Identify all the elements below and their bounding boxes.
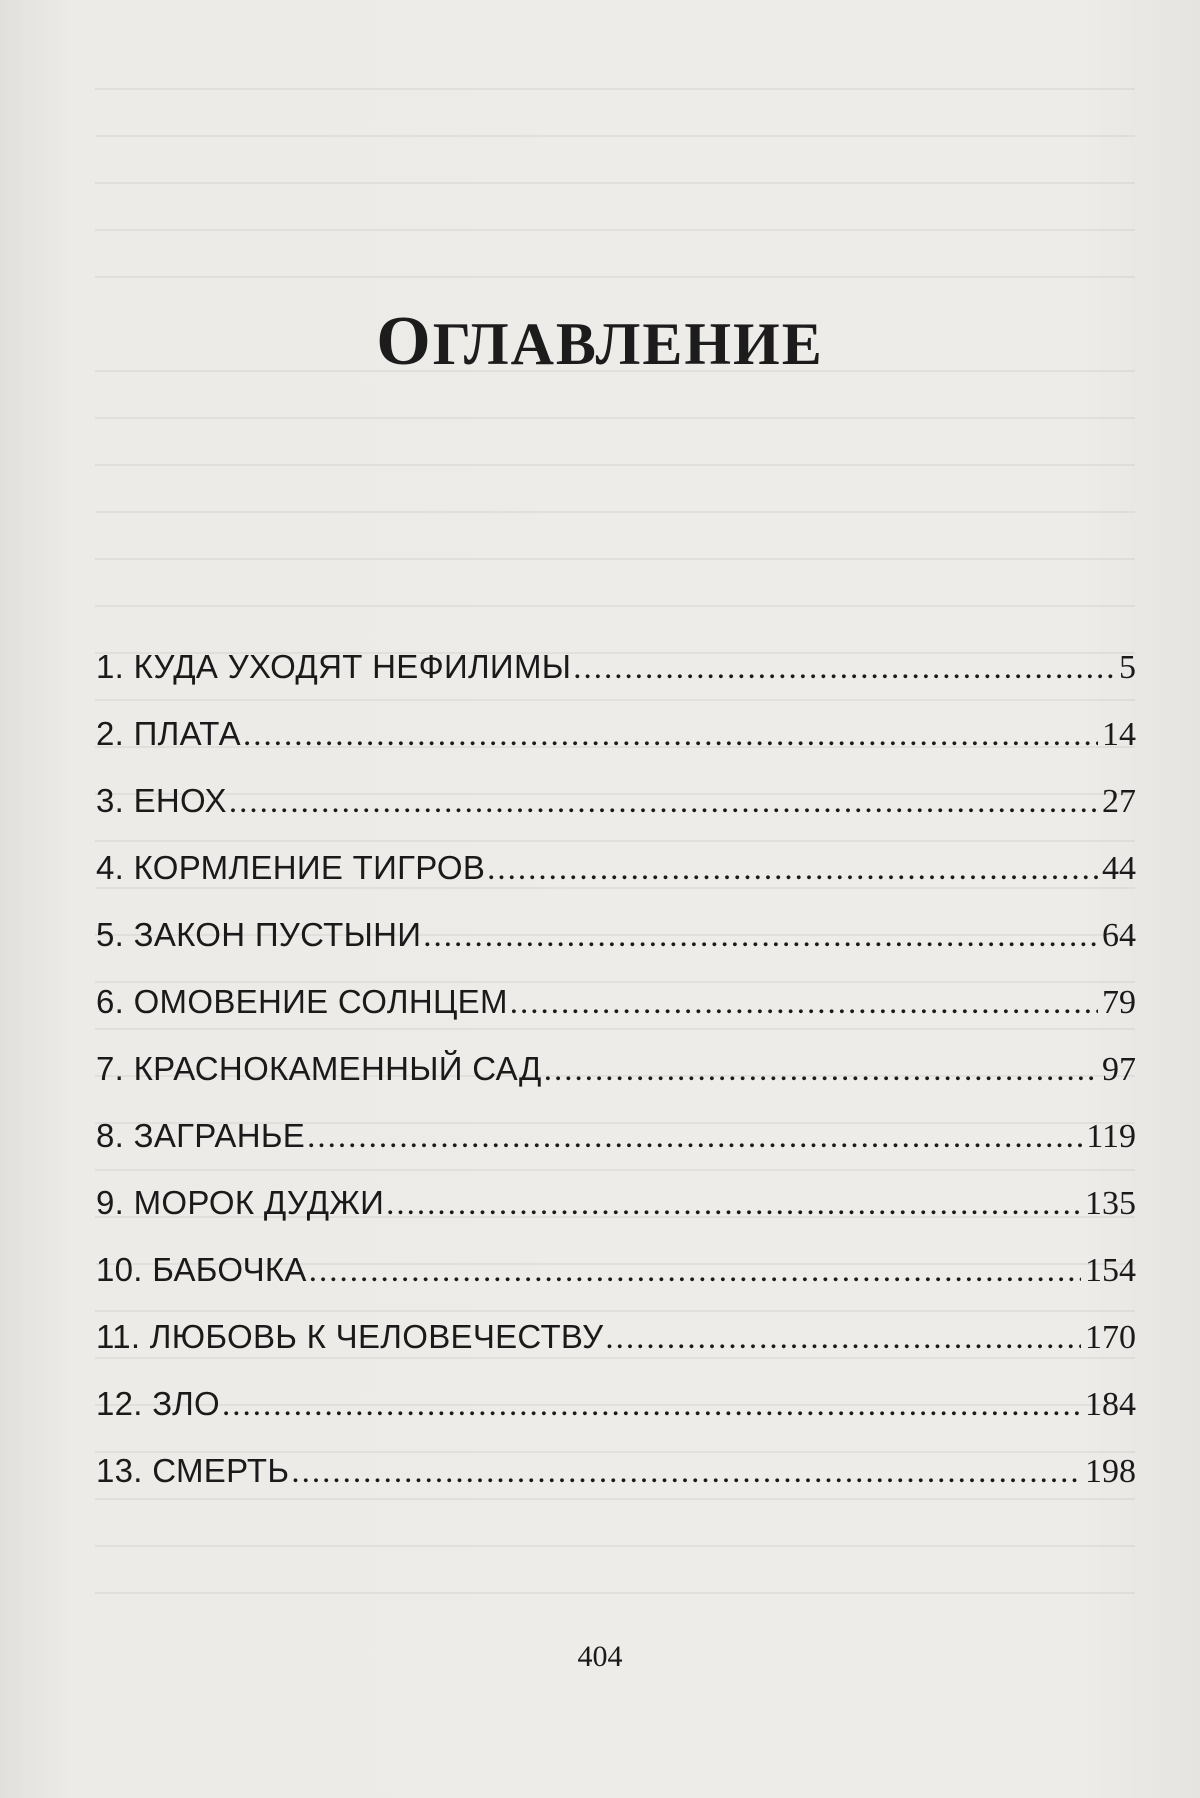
chapter-page: 64 <box>1102 917 1136 954</box>
bleed-line <box>95 182 1135 184</box>
dot-leader <box>544 1052 1098 1089</box>
toc-entry-4[interactable] <box>96 849 1136 916</box>
dot-leader <box>573 650 1115 687</box>
bleed-line <box>95 135 1135 137</box>
chapter-page: 170 <box>1085 1319 1136 1356</box>
bleed-line <box>95 417 1135 419</box>
bleed-line <box>95 511 1135 513</box>
toc-entry-8[interactable] <box>96 1117 1136 1184</box>
chapter-title: 9. МОРОК ДУДЖИ <box>96 1184 385 1221</box>
dot-leader <box>423 918 1098 955</box>
chapter-title: 5. ЗАКОН ПУСТЫНИ <box>96 916 422 953</box>
chapter-title: 8. ЗАГРАНЬЕ <box>96 1117 306 1154</box>
chapter-page: 135 <box>1085 1185 1136 1222</box>
chapter-title: 1. КУДА УХОДЯТ НЕФИЛИМЫ <box>96 648 572 685</box>
chapter-title: 4. КОРМЛЕНИЕ ТИГРОВ <box>96 849 486 886</box>
chapter-page: 79 <box>1102 984 1136 1021</box>
bleed-line <box>95 229 1135 231</box>
bleed-line <box>95 605 1135 607</box>
chapter-page: 27 <box>1102 783 1136 820</box>
chapter-page: 198 <box>1085 1453 1136 1490</box>
chapter-title: 2. ПЛАТА <box>96 715 241 752</box>
toc-entry-10[interactable] <box>96 1251 1136 1318</box>
dot-leader <box>243 717 1098 754</box>
toc-entry-5[interactable] <box>96 916 1136 983</box>
bleed-line <box>95 1545 1135 1547</box>
chapter-page: 14 <box>1102 716 1136 753</box>
toc-entry-3[interactable] <box>96 782 1136 849</box>
chapter-title: 10. БАБОЧКА <box>96 1251 307 1288</box>
table-of-contents <box>96 648 1136 1519</box>
toc-entry-7[interactable] <box>96 1050 1136 1117</box>
dot-leader <box>487 851 1098 888</box>
title-initial: О <box>376 303 433 380</box>
dot-leader <box>309 1253 1081 1290</box>
dot-leader <box>510 985 1098 1022</box>
dot-leader <box>307 1119 1082 1156</box>
chapter-page: 184 <box>1085 1386 1136 1423</box>
dot-leader <box>386 1186 1081 1223</box>
chapter-title: 7. КРАСНОКАМЕННЫЙ САД <box>96 1050 542 1087</box>
toc-entry-9[interactable] <box>96 1184 1136 1251</box>
chapter-page: 44 <box>1102 850 1136 887</box>
chapter-title: 12. ЗЛО <box>96 1385 221 1422</box>
bleed-line <box>95 464 1135 466</box>
bleed-line <box>95 88 1135 90</box>
chapter-title: 6. ОМОВЕНИЕ СОЛНЦЕМ <box>96 983 508 1020</box>
toc-entry-13[interactable] <box>96 1452 1136 1519</box>
dot-leader <box>222 1387 1081 1424</box>
title-rest: ГЛАВЛЕНИЕ <box>432 311 824 377</box>
bleed-line <box>95 276 1135 278</box>
toc-entry-12[interactable] <box>96 1385 1136 1452</box>
page-title <box>0 302 1200 382</box>
chapter-page: 97 <box>1102 1051 1136 1088</box>
chapter-page: 5 <box>1119 649 1136 686</box>
chapter-title: 3. ЕНОХ <box>96 782 227 819</box>
chapter-page: 119 <box>1086 1118 1136 1155</box>
toc-entry-1[interactable] <box>96 648 1136 715</box>
toc-entry-2[interactable] <box>96 715 1136 782</box>
page-number: 404 <box>577 1640 623 1673</box>
chapter-title: 13. СМЕРТЬ <box>96 1452 290 1489</box>
chapter-title: 11. ЛЮБОВЬ К ЧЕЛОВЕЧЕСТВУ <box>96 1318 604 1355</box>
toc-entry-6[interactable] <box>96 983 1136 1050</box>
bleed-line <box>95 558 1135 560</box>
dot-leader <box>605 1320 1081 1357</box>
dot-leader <box>291 1454 1081 1491</box>
chapter-page: 154 <box>1085 1252 1136 1289</box>
bleed-line <box>95 1592 1135 1594</box>
toc-entry-11[interactable] <box>96 1318 1136 1385</box>
dot-leader <box>229 784 1098 821</box>
